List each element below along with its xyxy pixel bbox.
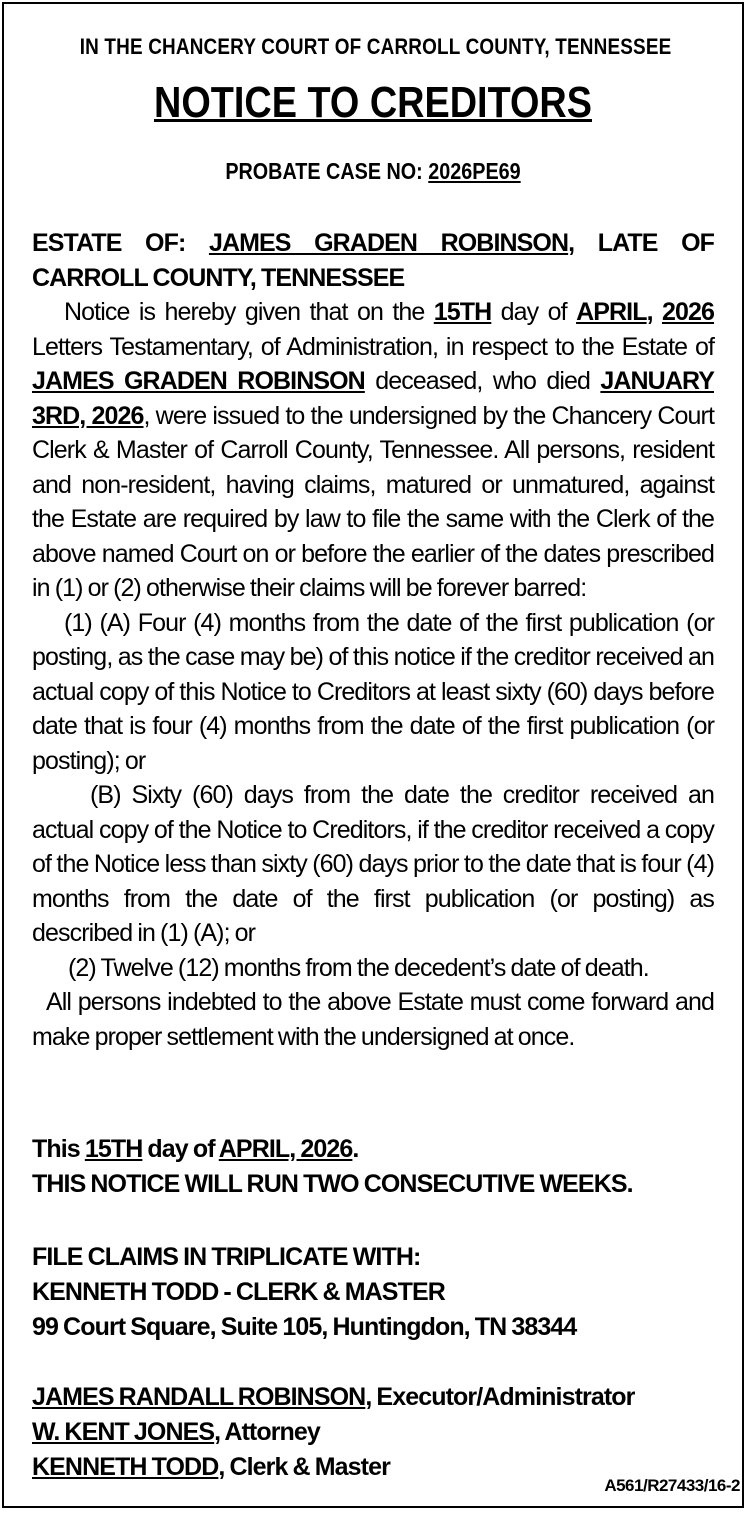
notice-clause-1b: (B) Sixty (60) days from the date the creditor received an actual copy of the Notice to Creditors, if the creditor received a copy of the Notice less than sixty (60) days prior to the date that is four (4) months from the date of the first publication (or posting) as described in (1) (A); or	[32, 781, 714, 947]
case-number-line	[80, 158, 667, 185]
file-claims-heading: FILE CLAIMS IN TRIPLICATE WITH:	[32, 1243, 421, 1271]
signatory-role: , Executor/Administrator	[365, 1383, 635, 1411]
notice-body	[32, 226, 714, 1054]
case-number: 2026PE69	[428, 158, 521, 184]
estate-label: ESTATE OF:	[32, 229, 209, 257]
notice-clause-2: (2) Twelve (12) months from the decedent’s date of death.	[68, 953, 649, 982]
notice-title: NOTICE TO CREDITORS	[153, 78, 593, 127]
court-heading: IN THE CHANCERY COURT OF CARROLL COUNTY, TENNESSEE	[79, 34, 672, 59]
letters-month: APRIL	[576, 298, 647, 326]
case-label: PROBATE CASE NO:	[225, 158, 429, 184]
signatory-name: KENNETH TODD	[32, 1453, 219, 1481]
text-segment: , were issued to the undersigned by the Chancery Court Clerk & Master of Carroll County, Tennessee. All persons, resident and non-resident, having claims, matured or unmatured, against the Estate are required by law to file the same with the Clerk of the above named Court on or before the earlier of the dates prescribed in (1) or (2) otherwise their claims will be forever barred:	[32, 401, 714, 602]
text-segment: day of	[491, 298, 577, 326]
legal-notice	[2, 2, 744, 1508]
decedent-name: JAMES GRADEN ROBINSON	[32, 367, 365, 395]
text-segment: ,	[646, 298, 662, 326]
signatory-name: JAMES RANDALL ROBINSON	[32, 1383, 366, 1411]
text-segment: This	[32, 1135, 85, 1163]
signatory-name: W. KENT JONES	[32, 1418, 215, 1446]
text-segment: Notice is hereby given that on the	[64, 298, 434, 326]
text-segment: deceased, who died	[364, 367, 601, 395]
signatory-attorney	[32, 1415, 714, 1450]
signatory-role: , Attorney	[214, 1418, 320, 1446]
clerk-address: 99 Court Square, Suite 105, Huntingdon, TN 38344	[32, 1313, 577, 1341]
text-segment: day of	[142, 1135, 219, 1163]
estate-suffix: , LATE OF CARROLL COUNTY, TENNESSEE	[32, 229, 714, 292]
notice-settlement: All persons indebted to the above Estate must come forward and make proper settlement with the undersigned at once.	[32, 988, 714, 1051]
death-date-year-part: 26	[117, 401, 144, 430]
dated-block	[32, 1132, 714, 1202]
notice-paragraph-main	[32, 295, 714, 606]
dated-day: 15TH	[84, 1135, 143, 1163]
dated-month-year: APRIL, 2026	[218, 1135, 353, 1163]
estate-line	[32, 226, 714, 295]
signatory-role: , Clerk & Master	[218, 1453, 390, 1481]
estate-name: JAMES GRADEN ROBINSON	[208, 229, 569, 257]
signatories-block	[32, 1380, 714, 1485]
clerk-line: KENNETH TODD - CLERK & MASTER	[32, 1278, 445, 1306]
letters-year: 2026	[662, 298, 715, 326]
dated-line	[32, 1132, 714, 1167]
text-segment: .	[352, 1135, 359, 1163]
text-segment: Letters Testamentary, of Administration, in respect to the Estate of	[32, 332, 714, 361]
run-notice: THIS NOTICE WILL RUN TWO CONSECUTIVE WEEKS.	[32, 1170, 633, 1198]
ad-code: A561/R27433/16-2	[604, 1476, 740, 1495]
notice-clause-1a: (1) (A) Four (4) months from the date of the first publication (or posting, as the case may be) of this notice if the creditor received an actual copy of this Notice to Creditors at least sixty (60) days before date that is four (4) months from the date of the first publication (or posting); or	[32, 608, 714, 775]
death-date-part: JANUARY 3RD, 20	[32, 367, 714, 430]
file-claims-block	[32, 1240, 714, 1345]
signatory-executor	[32, 1380, 714, 1415]
letters-day: 15TH	[433, 298, 492, 326]
